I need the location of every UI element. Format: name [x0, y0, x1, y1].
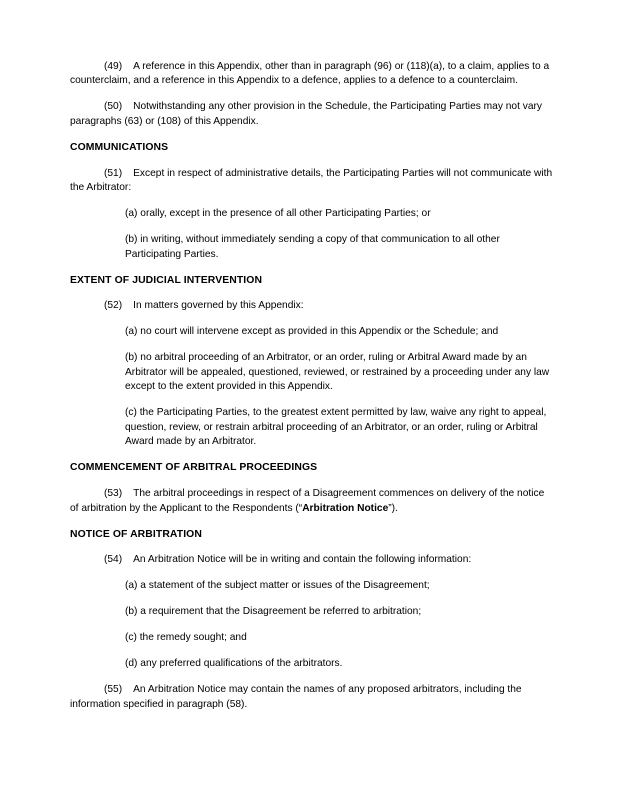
lettered-subparagraph: (d) any preferred qualifications of the arbitrators.: [125, 658, 343, 670]
numbered-paragraph: [70, 60, 554, 89]
numbered-paragraph: [70, 167, 554, 196]
paragraph-text: A reference in this Appendix, other than in paragraph (96) or (118)(a), to a claim, applies to a counterclaim, and a reference in this Appendix to a defence, applies to a defence to a counterclaim.: [70, 61, 550, 87]
section-heading: NOTICE OF ARBITRATION: [70, 528, 202, 540]
lettered-subparagraph: (b) in writing, without immediately sending a copy of that communication to all other Participating Parties.: [125, 234, 500, 260]
lettered-subparagraph: (c) the remedy sought; and: [125, 632, 247, 644]
paragraph-text: Notwithstanding any other provision in the Schedule, the Participating Parties may not vary paragraphs (63) or (108) of this Appendix.: [70, 101, 542, 127]
paragraph-number: (52): [104, 300, 123, 312]
paragraph-text: An Arbitration Notice will be in writing and contain the following information:: [133, 554, 472, 566]
section-heading: COMMENCEMENT OF ARBITRAL PROCEEDINGS: [70, 462, 318, 474]
numbered-paragraph: [70, 299, 554, 313]
paragraph-text: An Arbitration Notice may contain the names of any proposed arbitrators, including the information specified in paragraph (58).: [70, 684, 522, 710]
paragraph-number: (55): [104, 684, 123, 696]
lettered-subparagraph: (b) a requirement that the Disagreement be referred to arbitration;: [125, 606, 422, 618]
section-heading: EXTENT OF JUDICIAL INTERVENTION: [70, 274, 263, 286]
defined-term: Arbitration Notice: [302, 502, 389, 514]
lettered-subparagraph: (a) orally, except in the presence of all other Participating Parties; or: [125, 208, 431, 220]
paragraph-text-tail: ”).: [388, 502, 398, 514]
paragraph-number: (49): [104, 61, 123, 72]
numbered-paragraph: [70, 553, 554, 567]
paragraph-number: (54): [104, 554, 123, 566]
lettered-subparagraph: (a) no court will intervene except as provided in this Appendix or the Schedule; and: [125, 326, 499, 338]
paragraph-text: The arbitral proceedings in respect of a Disagreement commences on delivery of the notice of arbitration by the Applicant to the Respondents (“: [70, 488, 545, 514]
paragraph-text: In matters governed by this Appendix:: [133, 300, 304, 312]
lettered-subparagraph: (c) the Participating Parties, to the greatest extent permitted by law, waive any right to appeal, question, review, or restrain arbitral proceeding of an Arbitrator, or an order, ruling or Arbitral Award made by an Arbitrator.: [125, 407, 547, 448]
section-heading: COMMUNICATIONS: [70, 141, 169, 153]
paragraph-number: (51): [104, 167, 123, 179]
lettered-subparagraph: (a) a statement of the subject matter or issues of the Disagreement;: [125, 580, 430, 592]
paragraph-text: Except in respect of administrative details, the Participating Parties will not communicate with the Arbitrator:: [70, 167, 553, 194]
paragraph-number: (50): [104, 101, 123, 113]
numbered-paragraph: [70, 487, 554, 516]
numbered-paragraph: [70, 683, 554, 712]
paragraph-number: (53): [104, 488, 123, 500]
lettered-subparagraph: (b) no arbitral proceeding of an Arbitrator, or an order, ruling or Arbitral Award made by an Arbitrator will be appealed, questioned, reviewed, or restrained by a proceeding under any law except to the extent provided in this Appendix.: [125, 352, 550, 393]
document-body: [70, 60, 554, 712]
numbered-paragraph: [70, 100, 554, 129]
